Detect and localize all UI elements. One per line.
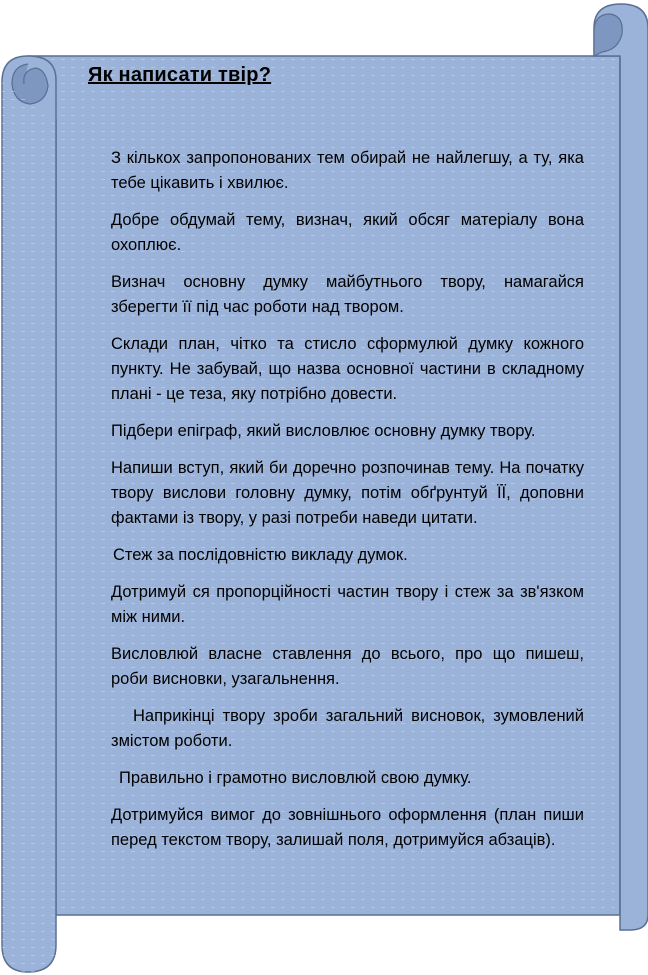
tip-paragraph: Наприкінці твору зроби загальний висновок, зумовлений змістом роботи.: [111, 707, 584, 750]
tip-paragraph: Підбери епіграф, який висловлює основну думку твору.: [111, 422, 536, 440]
tip-paragraph: Визнач основну думку майбутнього твору, намагайся зберегти її під час роботи над твором.: [111, 273, 584, 316]
tip-paragraph: Висловлюй власне ставлення до всього, про що пишеш, роби висновки, узагальнення.: [111, 645, 584, 688]
tip-paragraph: З кількох запропонованих тем обирай не найлегшу, а ту, яка тебе цікавить і хвилює.: [111, 149, 584, 192]
tip-paragraph: Склади план, чітко та стисло сформулюй думку кожного пункту. Не забувай, що назва основної частини в складному плані - це теза, яку потрібно довести.: [111, 335, 584, 403]
tip-paragraph: Правильно і грамотно висловлюй свою думку.: [119, 769, 472, 787]
tips-list: [111, 146, 584, 865]
tip-paragraph: Стеж за послідовністю викладу думок.: [113, 546, 408, 564]
tip-paragraph: Дотримуй ся пропорційності частин твору і стеж за зв'язком між ними.: [111, 583, 584, 626]
page-title: Як написати твір?: [88, 64, 272, 86]
tip-paragraph: Напиши вступ, який би доречно розпочинав тему. На початку твору вислови головну думку, потім обґрунтуй ЇЇ, доповни фактами із твору, у разі потреби наведи цитати.: [111, 459, 584, 527]
tip-paragraph: Дотримуйся вимог до зовнішнього оформлення (план пиши перед текстом твору, залишай поля, дотримуйся абзаців).: [111, 806, 584, 849]
tip-paragraph: Добре обдумай тему, визнач, який обсяг матеріалу вона охоплює.: [111, 211, 584, 254]
